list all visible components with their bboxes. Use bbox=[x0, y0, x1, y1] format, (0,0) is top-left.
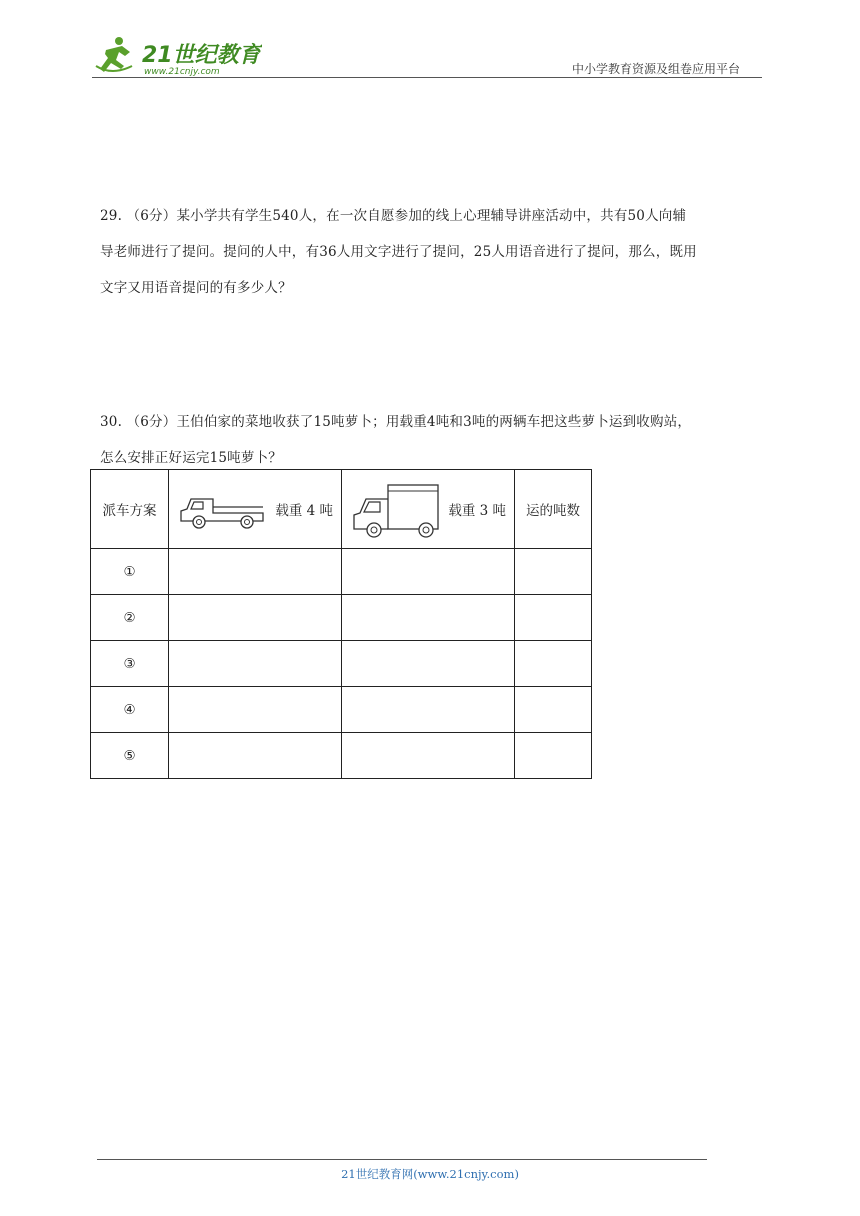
header-tonnage: 运的吨数 bbox=[515, 470, 592, 549]
answer-cell-4t[interactable] bbox=[169, 733, 342, 779]
answer-cell-3t[interactable] bbox=[342, 595, 515, 641]
table-row bbox=[91, 595, 592, 641]
table-row bbox=[91, 733, 592, 779]
question-30-line-2: 怎么安排正好运完15吨萝卜？ bbox=[100, 450, 282, 466]
question-29-line-2: 导老师进行了提问。提问的人中，有36人用文字进行了提问，25人用语音进行了提问，那么，既用 bbox=[100, 244, 697, 260]
footer-link[interactable]: 21世纪教育网(www.21cnjy.com) bbox=[341, 1167, 519, 1181]
answer-cell-tonnage[interactable] bbox=[515, 549, 592, 595]
table-row bbox=[91, 549, 592, 595]
runner-logo-icon bbox=[92, 32, 262, 80]
site-logo bbox=[92, 32, 262, 80]
dispatch-plan-table bbox=[90, 469, 592, 779]
plan-number: ① bbox=[91, 549, 169, 595]
table-header-row bbox=[91, 470, 592, 549]
question-29-line-1: 29. （6分）某小学共有学生540人，在一次自愿参加的线上心理辅导讲座活动中，共有50人向辅 bbox=[100, 208, 687, 224]
answer-cell-tonnage[interactable] bbox=[515, 733, 592, 779]
footer-divider bbox=[97, 1159, 707, 1160]
answer-cell-3t[interactable] bbox=[342, 549, 515, 595]
plan-number: ④ bbox=[91, 687, 169, 733]
question-30 bbox=[100, 404, 765, 476]
header-truck-4t-label: 载重 4 吨 bbox=[275, 503, 333, 519]
plan-number: ② bbox=[91, 595, 169, 641]
answer-cell-tonnage[interactable] bbox=[515, 687, 592, 733]
plan-number: ⑤ bbox=[91, 733, 169, 779]
answer-cell-3t[interactable] bbox=[342, 641, 515, 687]
header-truck-4t bbox=[169, 470, 342, 549]
question-29 bbox=[100, 198, 765, 306]
question-30-line-1: 30. （6分）王伯伯家的菜地收获了15吨萝卜；用载重4吨和3吨的两辆车把这些萝卜运到收购站， bbox=[100, 414, 692, 430]
box-truck-icon bbox=[350, 479, 442, 539]
logo-text: 21世纪教育 bbox=[142, 43, 261, 68]
answer-cell-3t[interactable] bbox=[342, 687, 515, 733]
answer-cell-4t[interactable] bbox=[169, 687, 342, 733]
header-divider bbox=[92, 77, 762, 78]
table-row bbox=[91, 641, 592, 687]
question-29-line-3: 文字又用语音提问的有多少人？ bbox=[100, 280, 292, 296]
answer-cell-3t[interactable] bbox=[342, 733, 515, 779]
plan-number: ③ bbox=[91, 641, 169, 687]
logo-url: www.21cnjy.com bbox=[144, 67, 220, 77]
header-truck-3t bbox=[342, 470, 515, 549]
header-truck-3t-label: 载重 3 吨 bbox=[448, 503, 506, 519]
header-plan: 派车方案 bbox=[91, 470, 169, 549]
answer-cell-4t[interactable] bbox=[169, 595, 342, 641]
answer-cell-4t[interactable] bbox=[169, 549, 342, 595]
answer-cell-tonnage[interactable] bbox=[515, 595, 592, 641]
header-platform-title: 中小学教育资源及组卷应用平台 bbox=[572, 62, 741, 76]
flatbed-truck-icon bbox=[177, 487, 267, 531]
answer-cell-tonnage[interactable] bbox=[515, 641, 592, 687]
answer-cell-4t[interactable] bbox=[169, 641, 342, 687]
table-row bbox=[91, 687, 592, 733]
